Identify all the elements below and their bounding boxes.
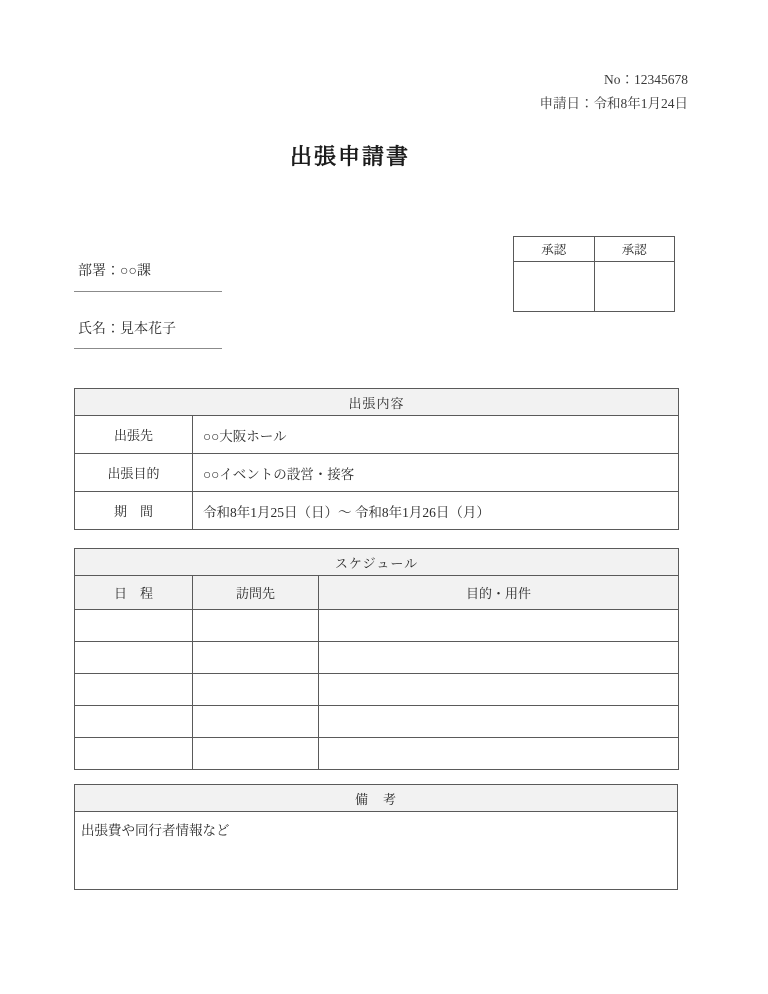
table-row (75, 610, 679, 642)
schedule-purpose-cell[interactable] (319, 706, 679, 738)
schedule-date-cell[interactable] (75, 610, 193, 642)
schedule-purpose-cell[interactable] (319, 674, 679, 706)
approval-stamp-cell-1[interactable] (514, 262, 595, 312)
schedule-date-cell[interactable] (75, 642, 193, 674)
department-field (74, 262, 374, 292)
remarks-body-cell[interactable]: 出張費や同行者情報など (75, 812, 678, 890)
table-row (75, 454, 679, 492)
schedule-purpose-cell[interactable] (319, 642, 679, 674)
approval-header-row (514, 237, 675, 262)
schedule-purpose-cell[interactable] (319, 738, 679, 770)
table-row (75, 706, 679, 738)
name-field (74, 320, 374, 350)
schedule-date-cell[interactable] (75, 706, 193, 738)
table-row (75, 674, 679, 706)
document-number: No：12345678 (604, 72, 688, 87)
department-label: 部署：○○課 (78, 264, 151, 279)
approval-header-2: 承認 (594, 237, 675, 262)
schedule-destination-cell[interactable] (193, 738, 319, 770)
schedule-band-row (75, 549, 679, 576)
trip-details-table (74, 388, 679, 530)
approval-header-1: 承認 (514, 237, 595, 262)
schedule-purpose-cell[interactable] (319, 610, 679, 642)
application-date: 申請日：令和8年1月24日 (539, 95, 688, 111)
table-row (75, 416, 679, 454)
schedule-column-date: 日 程 (75, 576, 193, 610)
department-rule (74, 291, 222, 292)
schedule-band: スケジュール (75, 549, 679, 576)
approval-stamp-cell-2[interactable] (594, 262, 675, 312)
remarks-table (74, 784, 678, 890)
trip-destination-label: 出張先 (75, 416, 193, 454)
name-rule (74, 348, 222, 349)
name-label: 氏名：見本花子 (78, 321, 176, 337)
trip-purpose-label: 出張目的 (75, 454, 193, 492)
trip-details-band-row (75, 389, 679, 416)
trip-details-band: 出張内容 (75, 389, 679, 416)
schedule-date-cell[interactable] (75, 674, 193, 706)
applicant-block (74, 262, 374, 377)
schedule-date-cell[interactable] (75, 738, 193, 770)
schedule-header-row (75, 576, 679, 610)
schedule-destination-cell[interactable] (193, 610, 319, 642)
schedule-table (74, 548, 679, 770)
schedule-column-purpose: 目的・用件 (319, 576, 679, 610)
table-row (75, 492, 679, 530)
approval-signature-row (514, 262, 675, 312)
schedule-destination-cell[interactable] (193, 706, 319, 738)
trip-purpose-value[interactable]: ○○イベントの設営・接客 (193, 454, 679, 492)
page-title: 出張申請書 (289, 144, 410, 169)
approval-box (513, 236, 675, 312)
table-row (75, 738, 679, 770)
schedule-column-destination: 訪問先 (193, 576, 319, 610)
trip-period-value[interactable]: 令和8年1月25日（日）～ 令和8年1月26日（月） (193, 492, 679, 530)
document-meta (540, 68, 689, 115)
remarks-band: 備 考 (75, 785, 678, 812)
table-row (75, 642, 679, 674)
remarks-body-row (75, 812, 678, 890)
trip-period-label: 期 間 (75, 492, 193, 530)
remarks-band-row (75, 785, 678, 812)
schedule-destination-cell[interactable] (193, 674, 319, 706)
trip-destination-value[interactable]: ○○大阪ホール (193, 416, 679, 454)
schedule-destination-cell[interactable] (193, 642, 319, 674)
